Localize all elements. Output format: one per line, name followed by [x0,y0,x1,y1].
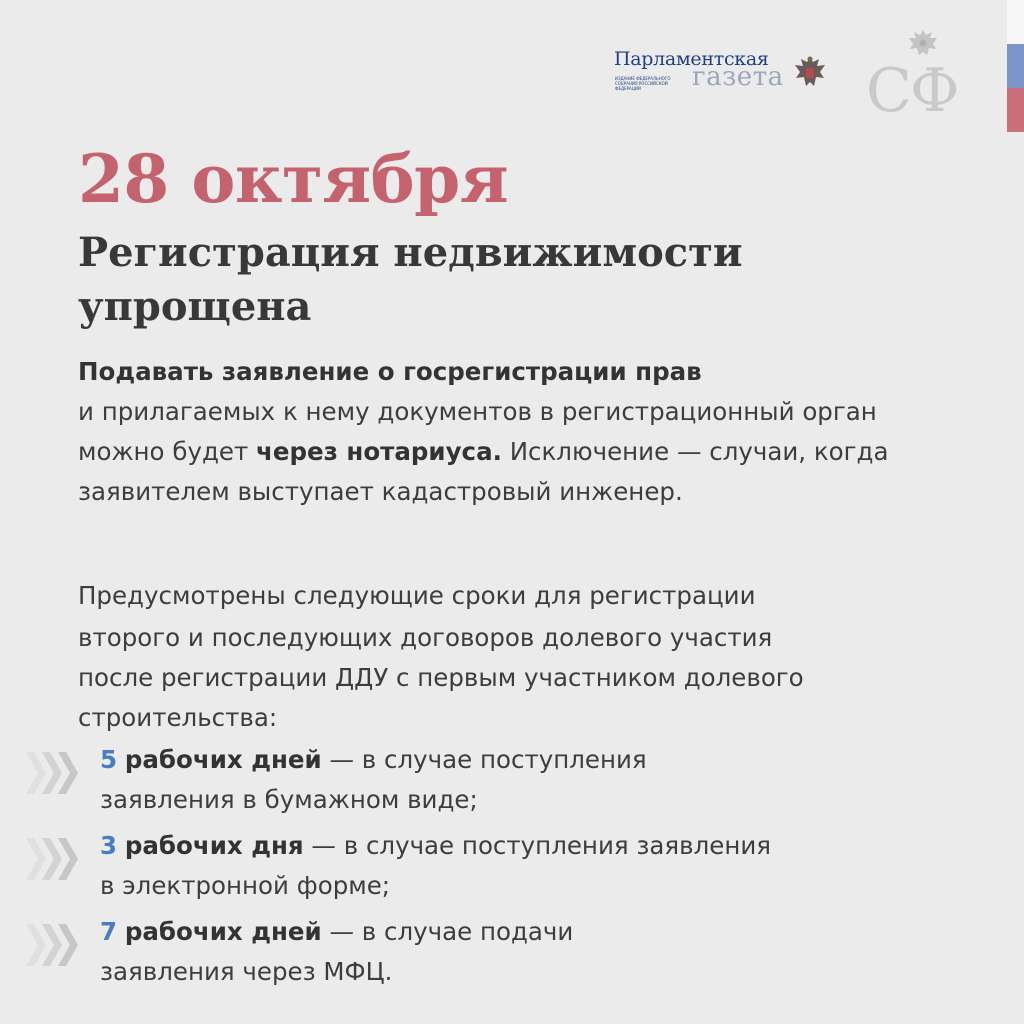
chevrons-right-icon [24,920,88,970]
parliament-gazette-logo [614,48,830,96]
bullet-line-2: заявления через МФЦ. [100,957,393,986]
eagle-icon [906,28,940,58]
bullet-desc: — в случае поступления [321,745,647,774]
bullet-term: рабочих дней [124,917,322,946]
bullet-number: 3 [100,831,118,860]
intro-bold-notary: через нотариуса. [256,437,502,466]
logo-gazeta: газета [692,62,784,92]
list-item [0,738,1000,818]
intro-paragraph [78,352,958,512]
bullet-term: рабочих дня [124,831,304,860]
intro-text-1: и прилагаемых к нему документов в регистрационный орган можно будет [78,397,877,466]
page-title: Регистрация недвижимости упрощена [78,229,743,330]
date-heading: 28 октября [78,140,509,218]
bullet-line-1 [100,740,647,780]
coat-of-arms-icon [792,54,828,92]
bullet-line-2: заявления в бумажном виде; [100,785,478,814]
sf-letters: СФ [866,56,958,126]
list-item [0,910,1000,990]
bullet-line-1 [100,912,573,952]
list-item [0,824,1000,904]
bullet-desc: — в случае подачи [321,917,574,946]
logo-title: Парламентская [614,48,769,70]
logo-subtitle: ИЗДАНИЕ ФЕДЕРАЛЬНОГО СОБРАНИЯ РОССИЙСКОЙ ФЕДЕРАЦИИ [615,76,671,91]
terms-line: Предусмотрены следующие сроки для регистрации [78,581,756,610]
bullet-term: рабочих дней [124,745,322,774]
chevrons-right-icon [24,834,88,884]
intro-bold-lead: Подавать заявление о госрегистрации прав [78,357,702,386]
russian-flag-stripe [1007,0,1024,132]
bullet-line-1 [100,826,771,866]
bullet-number: 7 [100,917,118,946]
bullet-number: 5 [100,745,118,774]
chevrons-right-icon [24,748,88,798]
bullet-desc: — в случае поступления заявления [303,831,772,860]
terms-line: второго и последующих договоров долевого участия [78,623,773,652]
terms-line: строительства: [78,703,278,732]
terms-line: после регистрации ДДУ с первым участником долевого [78,663,804,692]
bullet-line-2: в электронной форме; [100,871,391,900]
intro-text-2: Исключение — случаи, когда заявителем выступает кадастровый инженер. [78,437,889,506]
federation-council-logo [866,28,980,126]
